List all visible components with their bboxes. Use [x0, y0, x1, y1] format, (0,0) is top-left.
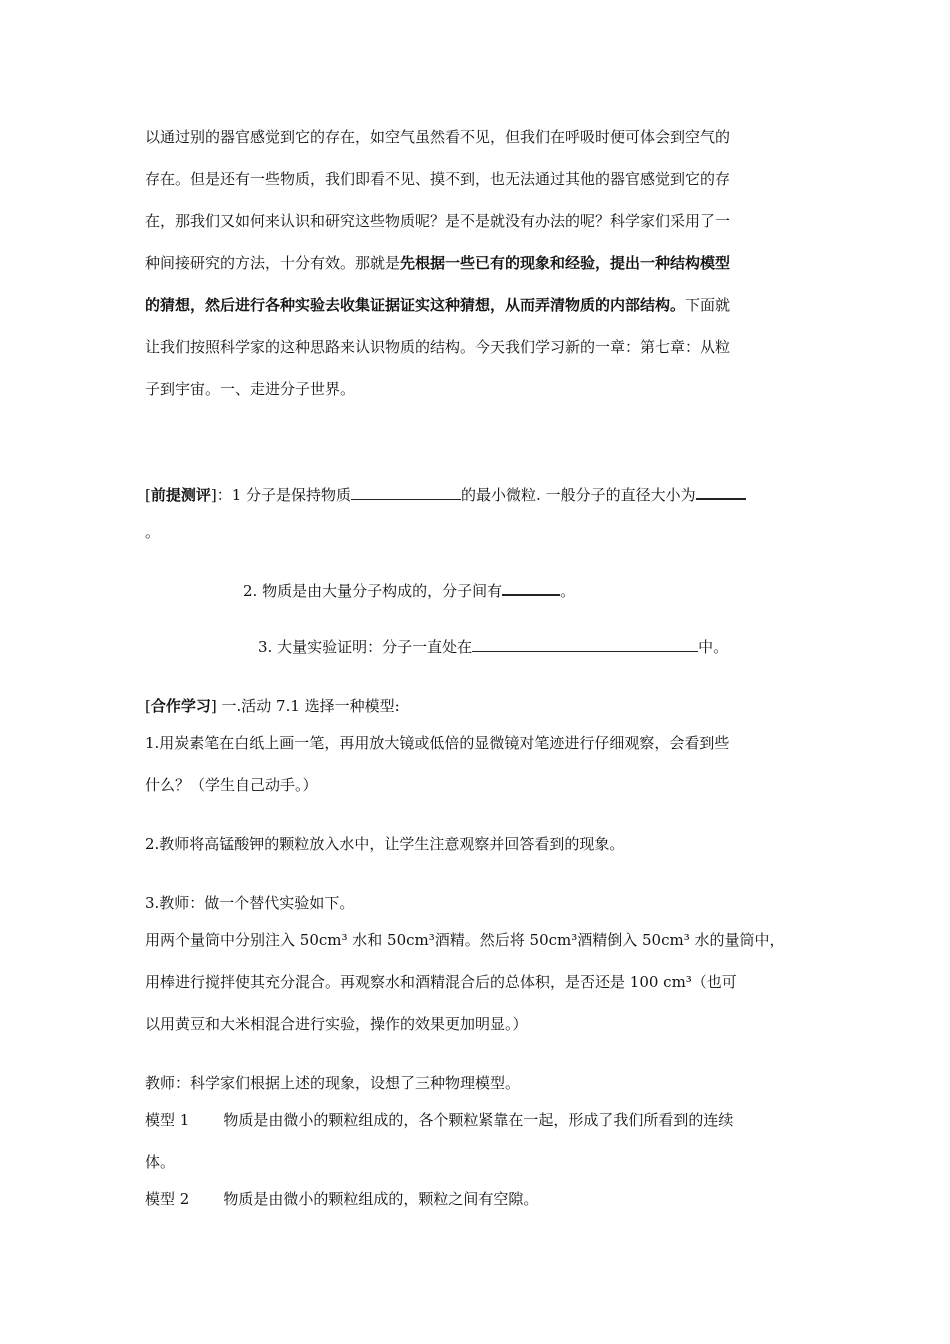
- coop-bracket-close: ]: [210, 697, 217, 715]
- pretest-q3-blank: [472, 637, 698, 652]
- model-1-label: 模型 1: [145, 1111, 190, 1129]
- pretest-q1-text: ：1 分子是保持物质: [216, 486, 352, 504]
- pretest-q2-end: 。: [560, 582, 576, 600]
- pretest-bracket-close: ]: [210, 486, 217, 504]
- coop-bracket-open: [: [145, 697, 151, 715]
- intro-line-5-bold: 的猜想，然后进行各种实验去收集证据证实这种猜想，从而弄清物质的内部结构。: [145, 296, 686, 314]
- pretest-question-2: [243, 580, 575, 601]
- intro-line-5: [145, 295, 730, 315]
- coop-item-1-cont: 什么？（学生自己动手。）: [145, 776, 318, 794]
- pretest-bracket-open: [: [145, 486, 151, 504]
- model-1-cont: 体。: [145, 1153, 176, 1171]
- coop-label: 合作学习: [150, 697, 211, 715]
- models-intro: 教师：科学家们根据上述的现象，设想了三种物理模型。: [145, 1074, 521, 1092]
- coop-item-3: 3.教师：做一个替代实验如下。: [145, 894, 355, 912]
- intro-line-6: 让我们按照科学家的这种思路来认识物质的结构。今天我们学习新的一章：第七章：从粒: [145, 338, 731, 356]
- coop-heading: [145, 696, 400, 716]
- pretest-q1-blank-2: [696, 484, 746, 500]
- model-1-text: 物质是由微小的颗粒组成的，各个颗粒紧靠在一起，形成了我们所看到的连续: [223, 1111, 734, 1129]
- pretest-q2-text: 2. 物质是由大量分子构成的，分子间有: [243, 582, 503, 600]
- pretest-q1-blank-1: [351, 485, 461, 500]
- coop-item-3-line-1: 用两个量筒中分别注入 50cm³ 水和 50cm³酒精。然后将 50cm³酒精倒入 50cm³ 水的量筒中，: [145, 931, 785, 949]
- coop-title: 一.活动 7.1 选择一种模型:: [216, 697, 400, 715]
- pretest-q3-end: 中。: [698, 638, 729, 656]
- intro-line-7: 子到宇宙。一、走进分子世界。: [145, 380, 356, 398]
- intro-line-4-text: 种间接研究的方法，十分有效。那就是: [145, 254, 401, 272]
- pretest-q1-text-2: 的最小微粒. 一般分子的直径大小为: [461, 486, 696, 504]
- model-2-label: 模型 2: [145, 1190, 190, 1208]
- pretest-q2-blank: [502, 580, 560, 596]
- intro-line-4: [145, 253, 730, 273]
- pretest-label: 前提测评: [150, 486, 211, 504]
- coop-item-3-line-3: 以用黄豆和大米相混合进行实验，操作的效果更加明显。）: [145, 1015, 528, 1033]
- intro-line-3: 在，那我们又如何来认识和研究这些物质呢？是不是就没有办法的呢？科学家们采用了一: [145, 212, 731, 230]
- intro-line-5-text: 下面就: [685, 296, 731, 314]
- intro-line-1: 以通过别的器官感觉到它的存在，如空气虽然看不见，但我们在呼吸时便可体会到空气的: [145, 128, 731, 146]
- pretest-q3-text: 3. 大量实验证明：分子一直处在: [258, 638, 473, 656]
- model-1: [145, 1110, 733, 1130]
- model-2: [145, 1189, 538, 1209]
- intro-line-2: 存在。但是还有一些物质，我们即看不见、摸不到，也无法通过其他的器官感觉到它的存: [145, 170, 731, 188]
- pretest-q1-end: 。: [145, 523, 161, 541]
- pretest-question-1: [145, 484, 746, 505]
- coop-item-1: 1.用炭素笔在白纸上画一笔，再用放大镜或低倍的显微镜对笔迹进行仔细观察，会看到些: [145, 734, 730, 752]
- coop-item-3-line-2: 用棒进行搅拌使其充分混合。再观察水和酒精混合后的总体积，是否还是 100 cm³（也可: [145, 973, 737, 991]
- model-2-text: 物质是由微小的颗粒组成的，颗粒之间有空隙。: [223, 1190, 539, 1208]
- coop-item-2: 2.教师将高锰酸钾的颗粒放入水中，让学生注意观察并回答看到的现象。: [145, 835, 625, 853]
- pretest-question-3: [258, 637, 728, 657]
- intro-line-4-bold: 先根据一些已有的现象和经验，提出一种结构模型: [400, 254, 731, 272]
